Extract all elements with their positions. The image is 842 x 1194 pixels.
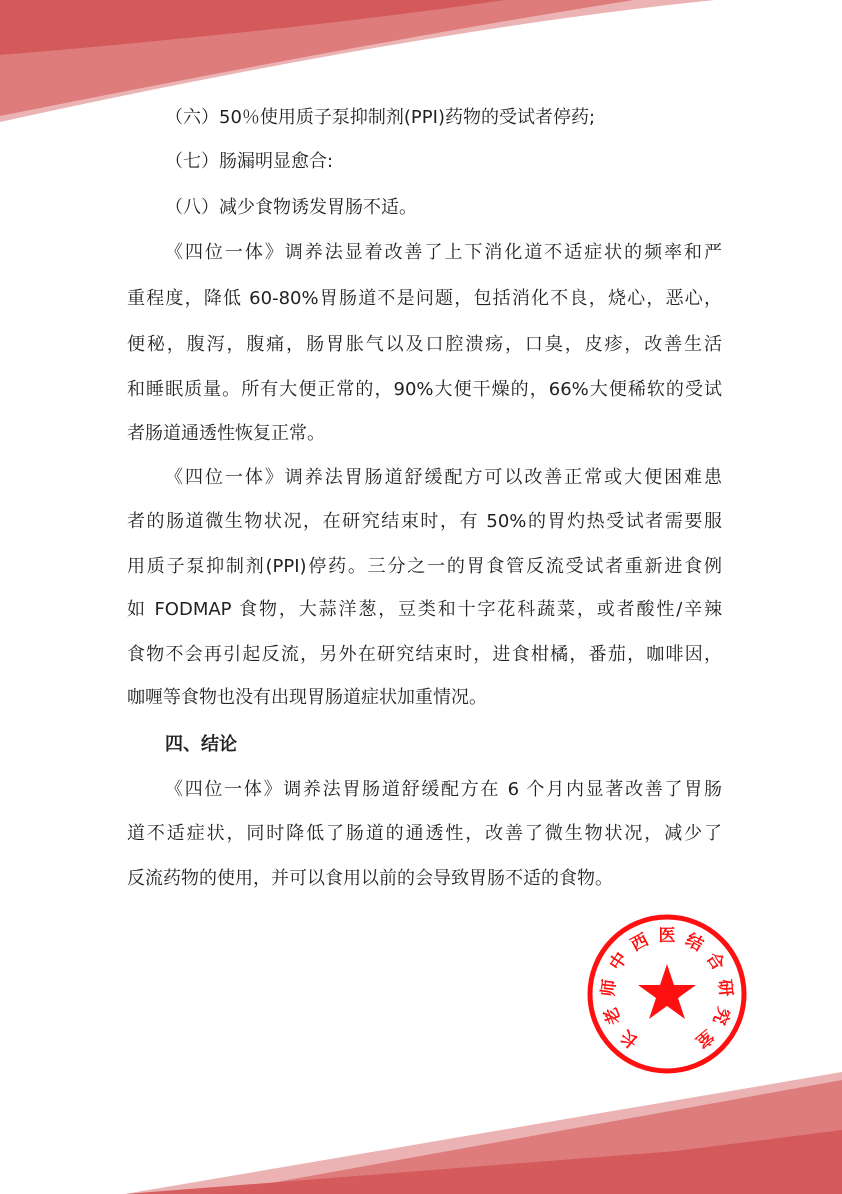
paragraph-line: 咖喱等食物也没有出现胃肠道症状加重情况。 <box>127 687 487 708</box>
seal-character: 长 <box>616 1025 643 1052</box>
paragraph-line: 如 FODMAP 食物，大蒜洋葱，豆类和十字花科蔬菜，或者酸性/辛辣 <box>127 599 722 620</box>
paragraph-line: 重程度，降低 60-80%胃肠道不是问题，包括消化不良，烧心，恶心， <box>127 288 722 309</box>
seal-character: 究 <box>708 1004 734 1028</box>
star-icon <box>638 964 696 1019</box>
paragraph-line: 反流药物的使用，并可以食用以前的会导致胃肠不适的食物。 <box>127 868 613 889</box>
paragraph-line: 便秘，腹泻，腹痛，肠胃胀气以及口腔溃疡，口臭，皮疹，改善生活 <box>127 334 722 355</box>
list-item: （八）减少食物诱发胃肠不适。 <box>165 197 417 218</box>
paragraph-line: 《四位一体》调养法胃肠道舒缓配方在 6 个月内显著改善了胃肠 <box>165 779 722 800</box>
seal-character: 室 <box>691 1025 718 1052</box>
paragraph-line: 《四位一体》调养法显着改善了上下消化道不适症状的频率和严 <box>165 242 722 263</box>
paragraph-line: 者肠道通透性恢复正常。 <box>127 423 325 444</box>
section-heading: 四、结论 <box>165 734 237 755</box>
paragraph-line: 者的肠道微生物状况，在研究结束时，有 50%的胃灼热受试者需要服 <box>127 511 722 532</box>
seal-character: 中 <box>605 948 632 975</box>
official-seal <box>585 912 749 1076</box>
paragraph-line: 道不适症状，同时降低了肠道的通透性，改善了微生物状况，减少了 <box>127 823 722 844</box>
paragraph-line: 和睡眠质量。所有大便正常的，90%大便干燥的，66%大便稀软的受试 <box>127 379 722 400</box>
seal-character: 西 <box>627 929 652 956</box>
paragraph-line: 用质子泵抑制剂(PPI)停药。三分之一的胃食管反流受试者重新进食例 <box>127 556 722 577</box>
seal-character: 合 <box>702 948 729 975</box>
list-item: （七）肠漏明显愈合: <box>165 151 334 172</box>
seal-character: 医 <box>658 926 676 946</box>
seal-character: 师 <box>598 978 621 998</box>
seal-character: 研 <box>713 978 736 998</box>
list-item: （六）50％使用质子泵抑制剂(PPI)药物的受试者停药; <box>165 107 596 128</box>
seal-character: 老 <box>600 1004 626 1028</box>
seal-character: 结 <box>682 929 707 956</box>
paragraph-line: 食物不会再引起反流，另外在研究结束时，进食柑橘，番茄，咖啡因， <box>127 644 722 665</box>
paragraph-line: 《四位一体》调养法胃肠道舒缓配方可以改善正常或大便困难患 <box>165 467 722 488</box>
